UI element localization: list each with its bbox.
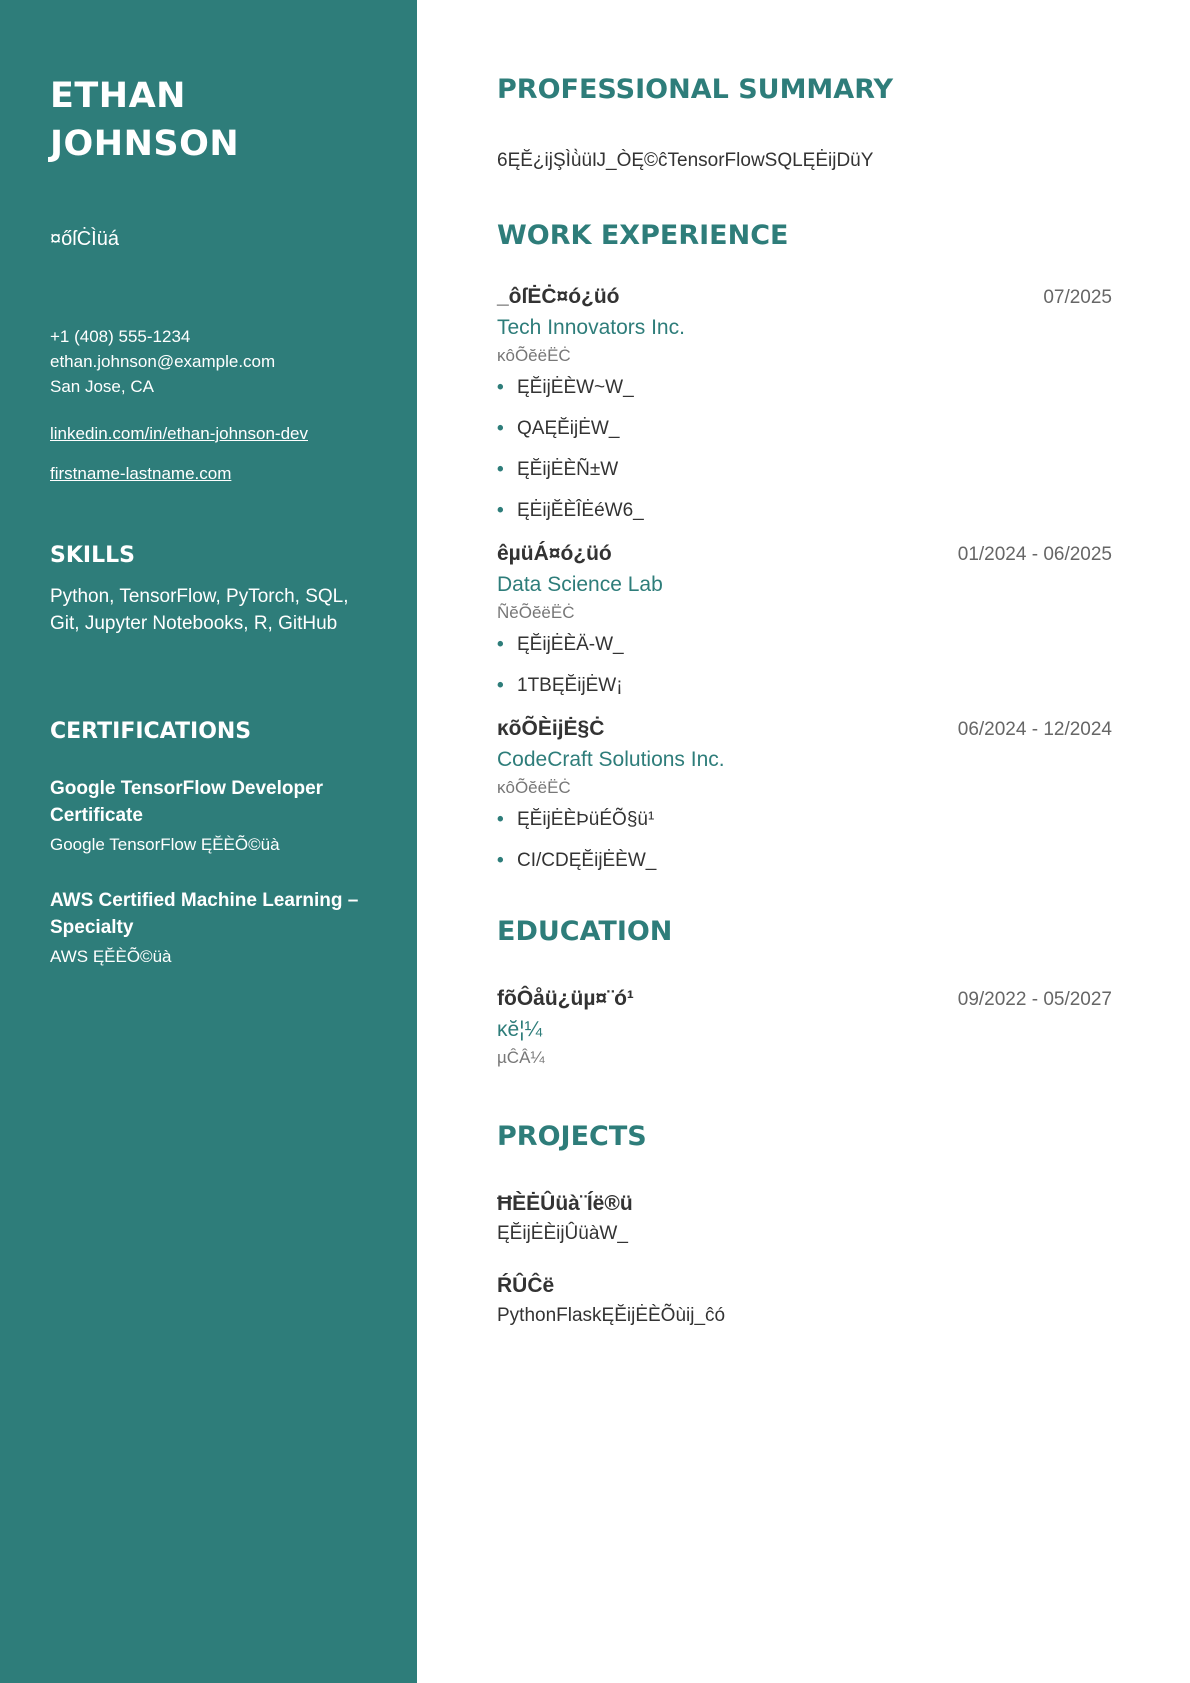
project-entry xyxy=(497,1189,1112,1247)
bullet-icon: • xyxy=(497,418,504,439)
bullet-item xyxy=(497,375,1112,401)
project-description: PythonFlaskĘĔĳĖÈÕùĳ_ĉó xyxy=(497,1305,726,1326)
certification-name: AWS Certified Machine Learning – Specialty xyxy=(50,890,359,938)
contact-block xyxy=(50,324,377,399)
bullet-icon: • xyxy=(497,377,504,398)
bullet-text: ĘĖĳĔÈÎĖéW6_ xyxy=(517,500,644,521)
bullet-item xyxy=(497,673,1112,699)
bullet-icon: • xyxy=(497,850,504,871)
company-name: Tech Innovators Inc. xyxy=(497,316,685,339)
certification-issuer: Google TensorFlow ĘĔÈÕ©üà xyxy=(50,835,280,854)
job-bullets xyxy=(497,807,1112,874)
email-text: ethan.johnson@example.com xyxy=(50,352,276,371)
bullet-item xyxy=(497,632,1112,658)
job-entry xyxy=(497,539,1112,699)
school-location: µĈÂ¼ xyxy=(497,1048,545,1067)
bullet-text: ĘĔĳĖÈÄ-W_ xyxy=(517,634,624,655)
certification-issuer: AWS ĘĔÈÕ©üà xyxy=(50,947,172,966)
project-name: ŔÛĈë xyxy=(497,1274,555,1297)
degree-title: fõÔåü¿üµ¤¨ó¹ xyxy=(497,987,634,1010)
bullet-icon: • xyxy=(497,809,504,830)
bullet-text: ĘĔĳĖÈÞüÉÕ§ü¹ xyxy=(517,809,655,830)
bullet-icon: • xyxy=(497,675,504,696)
bullet-text: ĘĔĳĖÈÑ±W xyxy=(517,459,619,480)
job-location: ÑĕÕĕëËĊ xyxy=(497,603,575,622)
project-description: ĘĔĳĖÈĳÛüàW_ xyxy=(497,1223,628,1244)
bullet-text: 1TBĘĔĳĖW¡ xyxy=(517,675,623,696)
education-entry xyxy=(497,984,1112,1071)
job-title: _ôſĖĊ¤ó¿üó xyxy=(497,285,620,308)
company-name: CodeCraft Solutions Inc. xyxy=(497,748,725,771)
job-entry xyxy=(497,714,1112,874)
bullet-text: CI/CDĘĔĳĖÈW_ xyxy=(517,850,657,871)
certification-name: Google TensorFlow Developer Certificate xyxy=(50,778,324,826)
candidate-title: ¤őſĊÌüá xyxy=(50,228,119,250)
linkedin-link[interactable]: linkedin.com/in/ethan-johnson-dev xyxy=(50,424,308,443)
school-name: ĸĕ¦¼ xyxy=(497,1018,543,1041)
location-text: San Jose, CA xyxy=(50,377,154,396)
website-link[interactable]: firstname-lastname.com xyxy=(50,464,232,483)
job-bullets xyxy=(497,375,1112,524)
job-date: 01/2024 - 06/2025 xyxy=(957,544,1112,565)
summary-heading: PROFESSIONAL SUMMARY xyxy=(497,74,894,105)
skills-heading: SKILLS xyxy=(50,543,135,568)
job-location: ĸôÕĕëËĊ xyxy=(497,346,571,365)
certification-item xyxy=(50,887,377,969)
candidate-name: ETHAN JOHNSON xyxy=(50,76,240,164)
certification-item xyxy=(50,775,377,857)
skills-text: Python, TensorFlow, PyTorch, SQL, Git, Jupyter Notebooks, R, GitHub xyxy=(50,586,349,634)
job-entry xyxy=(497,282,1112,524)
project-entry xyxy=(497,1271,1112,1329)
job-date: 07/2025 xyxy=(1043,287,1112,308)
summary-text: 6ĘĔ¿ĳŞÌù̀üĲ_ÒĘ©ĉTensorFlowSQLĘĖĳDüY xyxy=(497,150,874,171)
education-date: 09/2022 - 05/2027 xyxy=(957,989,1112,1010)
bullet-icon: • xyxy=(497,634,504,655)
work-experience-heading: WORK EXPERIENCE xyxy=(497,220,789,251)
projects-heading: PROJECTS xyxy=(497,1121,647,1152)
bullet-item xyxy=(497,807,1112,833)
company-name: Data Science Lab xyxy=(497,573,663,596)
bullet-item xyxy=(497,498,1112,524)
job-location: ĸôÕĕëËĊ xyxy=(497,778,571,797)
bullet-item xyxy=(497,848,1112,874)
job-title: ĸõÕÈĳĖ§Ċ xyxy=(497,717,605,740)
job-bullets xyxy=(497,632,1112,699)
job-date: 06/2024 - 12/2024 xyxy=(957,719,1112,740)
education-heading: EDUCATION xyxy=(497,916,673,947)
bullet-text: ĘĔĳĖÈW~W_ xyxy=(517,377,634,398)
bullet-item xyxy=(497,457,1112,483)
sidebar xyxy=(0,0,417,1683)
bullet-icon: • xyxy=(497,500,504,521)
main-content xyxy=(417,0,1190,1683)
job-title: êµüÁ¤ó¿üó xyxy=(497,542,612,565)
phone-text: +1 (408) 555-1234 xyxy=(50,327,191,346)
bullet-text: QAĘĔĳĖW_ xyxy=(517,418,620,439)
certifications-heading: CERTIFICATIONS xyxy=(50,719,252,744)
project-name: ĦÈĖÛüà¨Íë®ü xyxy=(497,1192,633,1215)
bullet-icon: • xyxy=(497,459,504,480)
bullet-item xyxy=(497,416,1112,442)
